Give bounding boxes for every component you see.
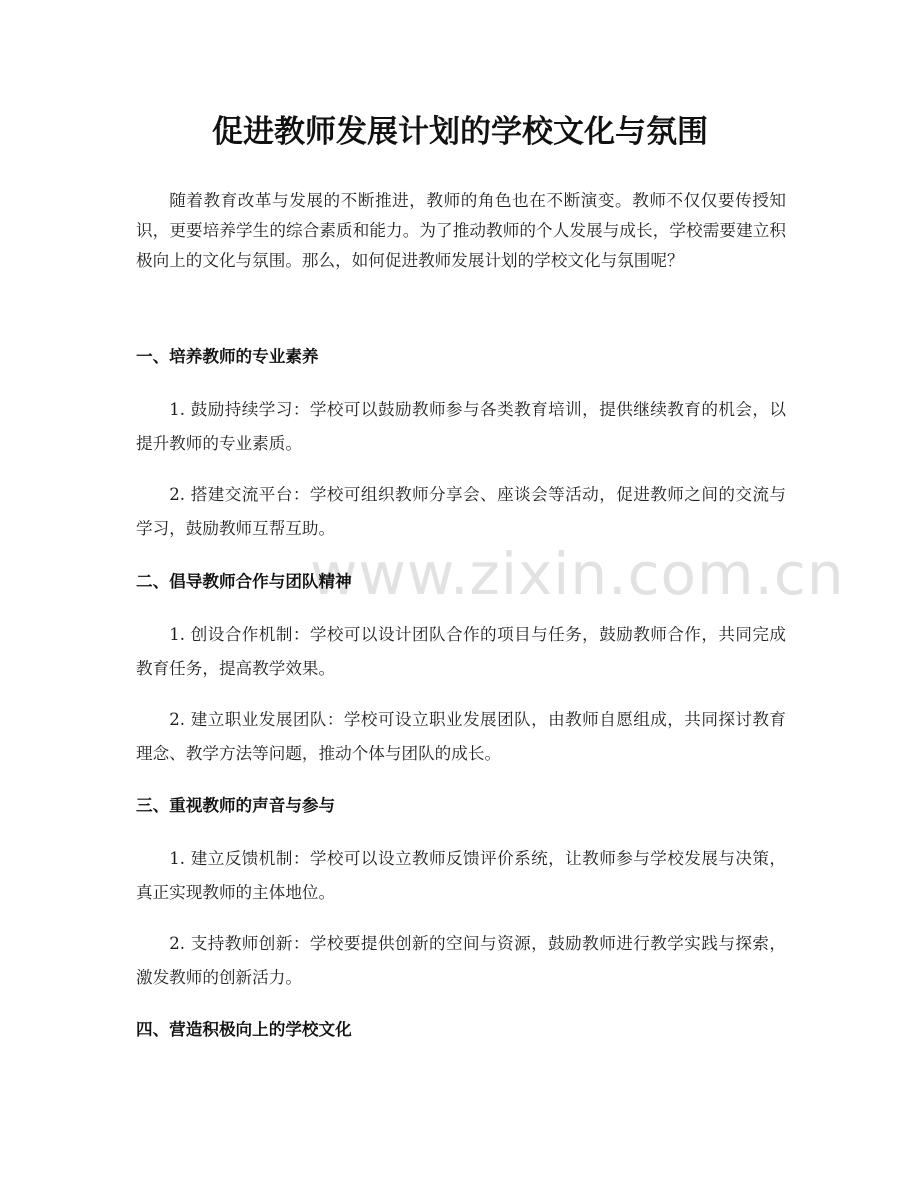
section-2-item-1: 1. 创设合作机制：学校可以设计团队合作的项目与任务，鼓励教师合作，共同完成教育任务，提高教学效果。 — [136, 625, 786, 678]
watermark-text: www.zixin.com.cn — [310, 540, 845, 608]
section-heading-2: 二、倡导教师合作与团队精神 — [136, 572, 352, 591]
document-title: 促进教师发展计划的学校文化与氛围 — [212, 114, 708, 150]
section-3-item-2: 2. 支持教师创新：学校要提供创新的空间与资源，鼓励教师进行教学实践与探索，激发教师的创新活力。 — [136, 934, 786, 987]
section-heading-3: 三、重视教师的声音与参与 — [136, 796, 336, 815]
intro-paragraph: 随着教育改革与发展的不断推进，教师的角色也在不断演变。教师不仅仅要传授知识，更要培养学生的综合素质和能力。为了推动教师的个人发展与成长，学校需要建立积极向上的文化与氛围。那么，如何促进教师发展计划的学校文化与氛围呢？ — [136, 191, 786, 270]
section-1-item-2: 2. 搭建交流平台：学校可组织教师分享会、座谈会等活动，促进教师之间的交流与学习，鼓励教师互帮互助。 — [136, 485, 786, 538]
section-1-item-1: 1. 鼓励持续学习：学校可以鼓励教师参与各类教育培训，提供继续教育的机会，以提升教师的专业素质。 — [136, 400, 786, 453]
section-heading-1: 一、培养教师的专业素养 — [136, 347, 319, 366]
section-3-item-1: 1. 建立反馈机制：学校可以设立教师反馈评价系统，让教师参与学校发展与决策，真正实现教师的主体地位。 — [136, 849, 786, 902]
section-2-item-2: 2. 建立职业发展团队：学校可设立职业发展团队，由教师自愿组成，共同探讨教育理念、教学方法等问题，推动个体与团队的成长。 — [136, 710, 786, 763]
section-heading-4: 四、营造积极向上的学校文化 — [136, 1020, 352, 1039]
